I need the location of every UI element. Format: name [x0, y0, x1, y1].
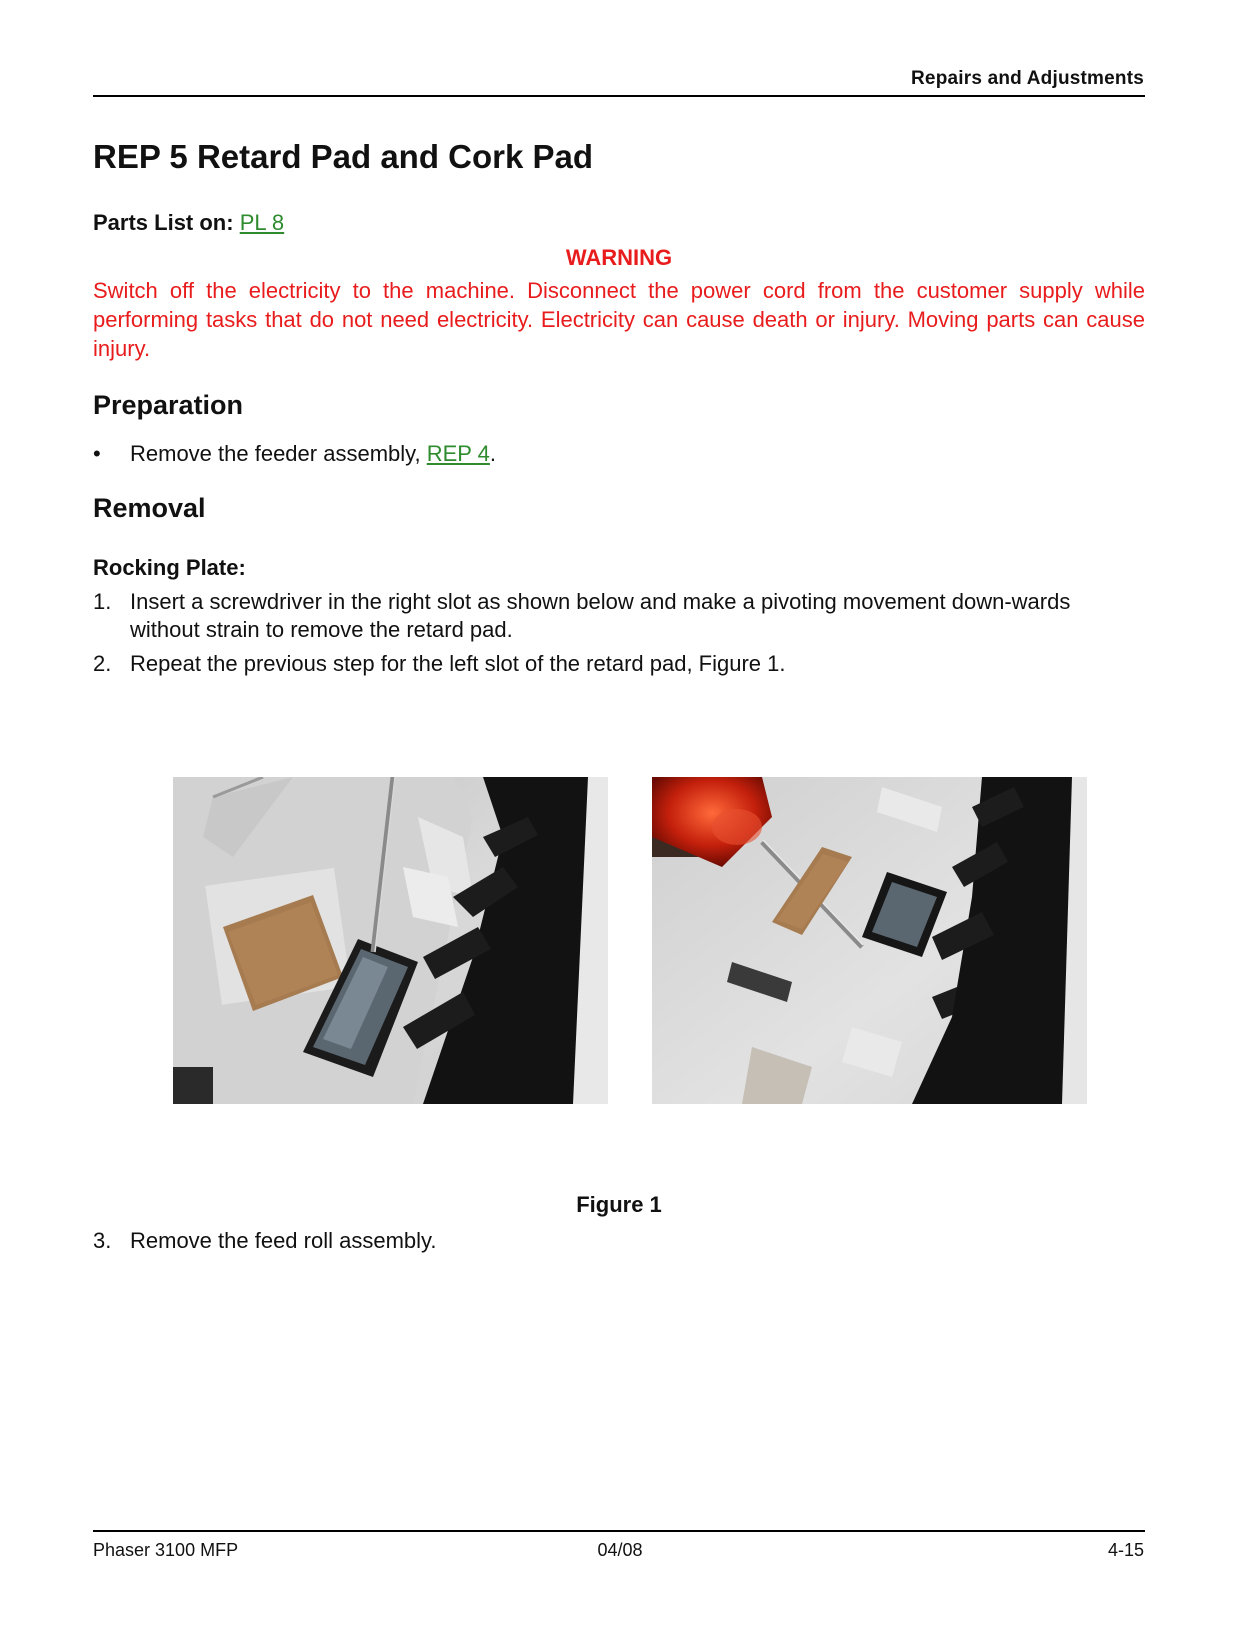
step-text: Remove the feed roll assembly.	[130, 1228, 437, 1253]
footer-product: Phaser 3100 MFP	[93, 1540, 239, 1560]
rocking-plate-subheading: Rocking Plate:	[93, 555, 246, 580]
header-rule	[93, 95, 1145, 97]
running-header: Repairs and Adjustments	[911, 68, 1144, 89]
footer-rule	[93, 1530, 1145, 1532]
parts-list-label: Parts List on:	[93, 210, 234, 235]
figure-1-photo-left	[173, 777, 608, 1104]
warning-title: WARNING	[565, 245, 673, 270]
bullet-mark: •	[93, 441, 101, 466]
figure-1-photo-right	[652, 777, 1087, 1104]
step-number: 3.	[93, 1228, 112, 1253]
parts-list-link[interactable]: PL 8	[239, 210, 285, 235]
parts-list-line	[93, 210, 284, 236]
footer-page-number: 4-15	[1107, 1540, 1144, 1560]
step-text: Repeat the previous step for the left slot of the retard pad, Figure 1.	[130, 651, 786, 676]
preparation-heading: Preparation	[93, 390, 244, 420]
page-title: REP 5 Retard Pad and Cork Pad	[93, 138, 594, 175]
removal-heading: Removal	[93, 493, 206, 523]
step-text: Insert a screwdriver in the right slot as shown below and make a pivoting movement down-wards without strain to remove the retard pad.	[130, 589, 1071, 642]
warning-text: Switch off the electricity to the machine. Disconnect the power cord from the customer supply while performing tasks that do not need electricity. Electricity can cause death or injury. Moving parts can cause injury.	[93, 278, 1145, 361]
figure-caption: Figure 1	[576, 1192, 662, 1217]
footer-date: 04/08	[597, 1540, 643, 1560]
rep4-link[interactable]: REP 4	[426, 441, 490, 466]
step-number: 2.	[93, 651, 112, 676]
step-number: 1.	[93, 589, 112, 614]
preparation-item-text: Remove the feeder assembly, REP 4.	[130, 441, 497, 466]
